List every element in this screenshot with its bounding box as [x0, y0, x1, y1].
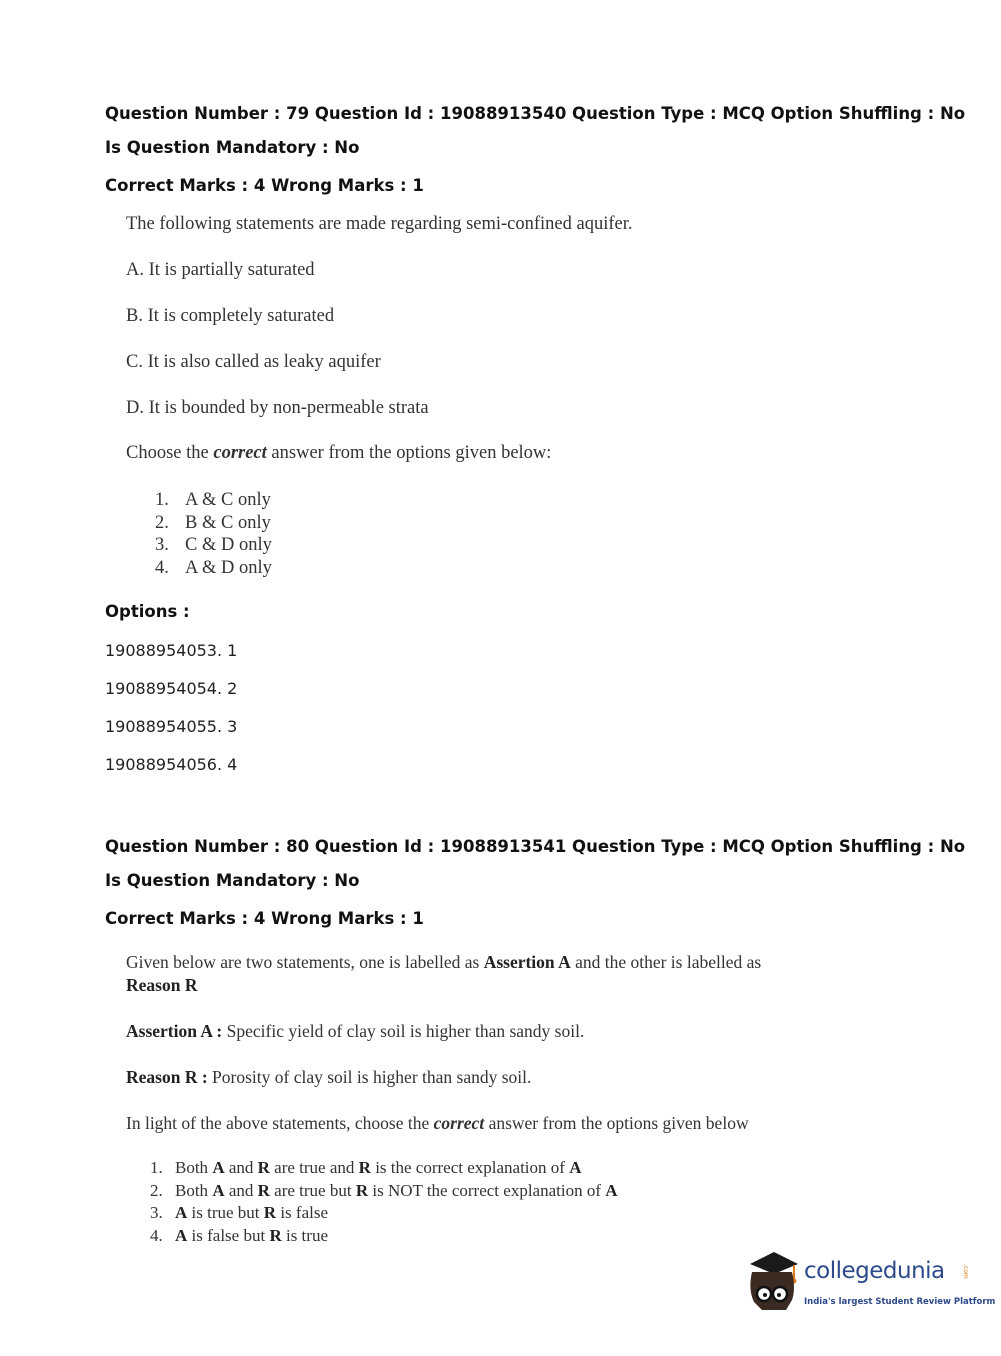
q2-assertion-text: Specific yield of clay soil is higher than sandy soil. — [226, 1021, 585, 1041]
q2-choice — [150, 1157, 618, 1180]
logo-tagline: India's largest Student Review Platform — [804, 1297, 996, 1307]
q2-choice-text: Both — [175, 1158, 209, 1177]
q2-assertion-label: Assertion A : — [126, 1021, 223, 1041]
q2-instruction-emphasis: correct — [433, 1113, 485, 1133]
q2-choice-text: and — [228, 1158, 254, 1177]
q2-choice-text: are true and — [274, 1158, 355, 1177]
q1-instruction — [126, 443, 551, 464]
q2-reason-text: Porosity of clay soil is higher than sandy soil. — [212, 1067, 532, 1087]
q1-choice-text: A & C only — [185, 490, 271, 510]
q2-choice-text: is true — [285, 1226, 328, 1246]
q2-choice-text: is false — [280, 1203, 328, 1223]
q2-choice-text: are true but — [274, 1180, 352, 1200]
q1-choice-number: 3. — [155, 535, 169, 556]
q1-marks-line: Correct Marks : 4 Wrong Marks : 1 — [105, 176, 424, 195]
q2-reason — [126, 1067, 531, 1088]
q2-choice-bold: A — [569, 1158, 582, 1177]
q2-choice-text: is NOT the correct explanation of — [372, 1180, 601, 1200]
q2-choice-number: 4. — [150, 1226, 163, 1246]
q2-choice — [150, 1180, 618, 1203]
q1-statement-a: A. It is partially saturated — [126, 260, 315, 280]
q2-intro-line2: Reason R — [126, 975, 198, 995]
q2-choice-bold: R — [257, 1158, 270, 1177]
q1-option-item: 19088954053. 1 — [105, 641, 238, 660]
q1-meta-line: Question Number : 79 Question Id : 19088913540 Question Type : MCQ Option Shuffling : No — [105, 104, 966, 123]
logo-wordmark: collegedunia — [804, 1258, 945, 1284]
q2-mandatory-line: Is Question Mandatory : No — [105, 871, 360, 890]
q2-choice — [150, 1202, 618, 1225]
q2-intro-part-b: and the other is labelled as — [575, 952, 762, 972]
q2-instruction — [126, 1113, 749, 1134]
q2-instruction-suffix: answer from the options given below — [488, 1113, 749, 1133]
q2-intro-bold: Assertion A — [483, 952, 571, 972]
q1-choice-number: 2. — [155, 512, 169, 533]
q2-choice-bold: A — [605, 1180, 618, 1200]
q2-choice-bold: R — [358, 1158, 371, 1177]
q2-choice-bold: A — [175, 1226, 188, 1246]
q2-choice-text: and — [228, 1180, 254, 1200]
q1-mandatory-line: Is Question Mandatory : No — [105, 138, 360, 157]
q1-option-item: 19088954054. 2 — [105, 679, 238, 698]
q1-choice — [155, 489, 272, 512]
q2-choice-bold: R — [257, 1180, 270, 1200]
collegedunia-logo — [742, 1250, 996, 1320]
q2-choice-bold: R — [269, 1226, 282, 1246]
q2-intro-part-a: Given below are two statements, one is labelled as — [126, 952, 480, 972]
q2-assertion — [126, 1021, 584, 1042]
q1-instruction-prefix: Choose the — [126, 443, 209, 463]
q2-choice-bold: A — [175, 1203, 188, 1223]
q2-reason-label: Reason R : — [126, 1067, 208, 1087]
q2-choice-bold: A — [212, 1158, 225, 1177]
q2-choice-bold: R — [355, 1180, 369, 1200]
q2-choice-bold: A — [212, 1180, 225, 1200]
q1-choice-text: B & C only — [185, 512, 271, 533]
q1-choice — [155, 557, 272, 580]
q1-choice-text: A & D only — [185, 558, 272, 579]
logo-dotcom: .com — [962, 1264, 969, 1279]
q2-choice-text: is true but — [191, 1203, 260, 1223]
q1-option-item: 19088954055. 3 — [105, 717, 238, 736]
q1-stem: The following statements are made regarding semi-confined aquifer. — [126, 214, 633, 234]
q2-choice-number: 2. — [150, 1180, 163, 1200]
q1-instruction-emphasis: correct — [213, 443, 267, 463]
q2-marks-line: Correct Marks : 4 Wrong Marks : 1 — [105, 909, 424, 928]
q2-choice-number: 3. — [150, 1203, 163, 1223]
q1-instruction-suffix: answer from the options given below: — [271, 443, 552, 463]
q1-choice-number: 1. — [155, 490, 169, 510]
mascot-icon — [742, 1250, 802, 1320]
q1-choice-list — [155, 489, 272, 580]
q2-choice-list — [150, 1157, 618, 1248]
q1-choice — [155, 534, 272, 557]
q1-statement-c: C. It is also called as leaky aquifer — [126, 352, 381, 372]
q1-choice — [155, 512, 272, 535]
q2-choice-bold: R — [263, 1203, 277, 1223]
q2-choice-text: Both — [175, 1180, 209, 1200]
q1-statement-d: D. It is bounded by non-permeable strata — [126, 398, 429, 418]
q2-choice-text: is false but — [191, 1226, 266, 1246]
q2-choice — [150, 1225, 618, 1248]
q2-instruction-prefix: In light of the above statements, choose the — [126, 1113, 430, 1133]
q1-option-item: 19088954056. 4 — [105, 755, 238, 774]
q2-choice-number: 1. — [150, 1158, 163, 1177]
q2-choice-text: is the correct explanation of — [375, 1158, 565, 1177]
q1-statement-b: B. It is completely saturated — [126, 306, 335, 326]
q1-choice-text: C & D only — [185, 535, 272, 556]
q1-options-label: Options : — [105, 602, 190, 621]
q2-meta-line: Question Number : 80 Question Id : 19088913541 Question Type : MCQ Option Shuffling : No — [105, 837, 966, 856]
q1-choice-number: 4. — [155, 558, 169, 579]
q2-intro — [126, 952, 761, 973]
